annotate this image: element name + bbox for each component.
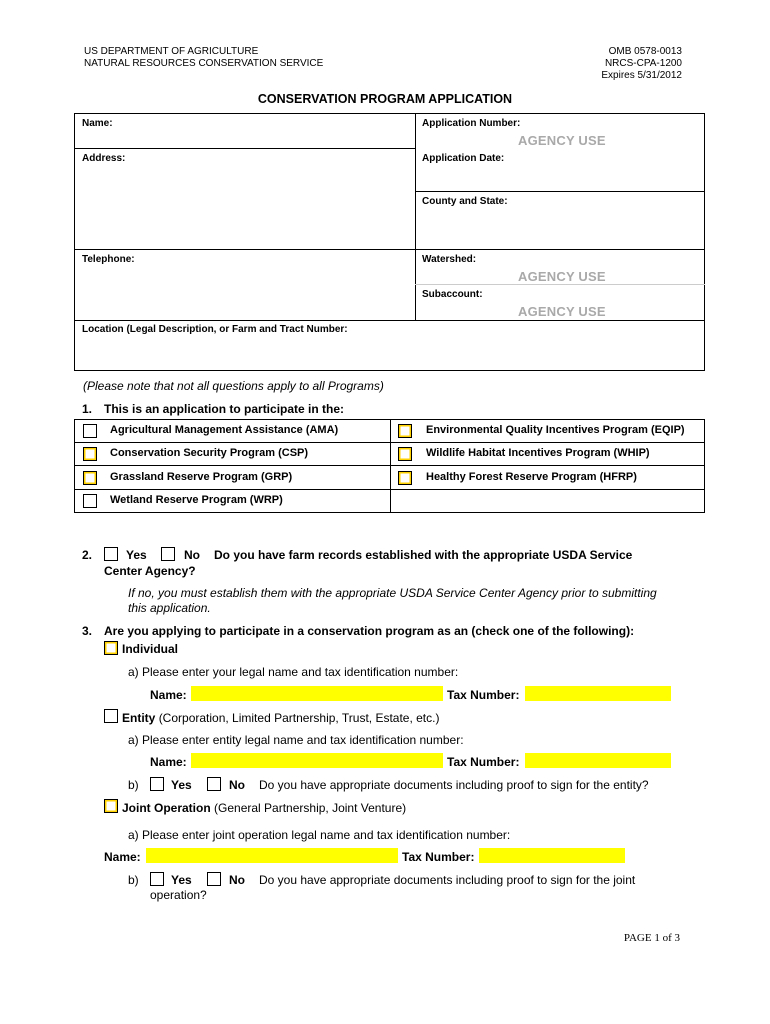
q2-yes-label: Yes: [126, 548, 147, 562]
table-divider: [415, 191, 705, 192]
agency-name-line1: US DEPARTMENT OF AGRICULTURE: [84, 46, 259, 57]
individual-name-label: Name:: [150, 688, 187, 702]
county-state-label[interactable]: County and State:: [422, 196, 508, 207]
form-title: CONSERVATION PROGRAM APPLICATION: [257, 92, 513, 106]
individual-checkbox[interactable]: [104, 641, 118, 655]
application-date-label[interactable]: Application Date:: [422, 153, 505, 164]
joint-no-checkbox[interactable]: [207, 872, 221, 886]
name-field-label[interactable]: Name:: [82, 118, 113, 129]
csp-label: Conservation Security Program (CSP): [110, 447, 309, 459]
programs-note: (Please note that not all questions apply to all Programs): [83, 379, 384, 393]
joint-operation-line: [122, 801, 406, 815]
individual-label: Individual: [122, 642, 179, 656]
table-divider: [74, 249, 416, 250]
table-divider-vertical: [415, 113, 416, 320]
entity-instruction: a) Please enter entity legal name and tax identification number:: [128, 733, 464, 747]
joint-name-input[interactable]: [146, 848, 398, 863]
entity-no-label: No: [229, 778, 245, 792]
entity-yes-label: Yes: [171, 778, 192, 792]
q2-number: 2.: [82, 548, 93, 562]
table-divider: [74, 148, 416, 149]
entity-name-label: Name:: [150, 755, 187, 769]
hfrp-checkbox[interactable]: [398, 471, 412, 485]
entity-line: [122, 711, 439, 725]
wrp-label: Wetland Reserve Program (WRP): [110, 494, 283, 506]
joint-b-question-line2: operation?: [150, 888, 207, 902]
joint-b-question-line1: Do you have appropriate documents including proof to sign for the joint: [259, 873, 636, 887]
application-number-agency-use: AGENCY USE: [518, 133, 606, 148]
individual-name-input[interactable]: [191, 686, 443, 701]
agency-name-line2: NATURAL RESOURCES CONSERVATION SERVICE: [84, 58, 324, 69]
entity-b-question: Do you have appropriate documents including proof to sign for the entity?: [259, 778, 649, 792]
watershed-label: Watershed:: [422, 254, 477, 265]
individual-instruction: a) Please enter your legal name and tax identification number:: [128, 665, 459, 679]
q2-no-checkbox[interactable]: [161, 547, 175, 561]
application-number-label: Application Number:: [422, 118, 521, 129]
page-number: PAGE 1 of 3: [623, 932, 680, 944]
joint-yes-label: Yes: [171, 873, 192, 887]
q2-question-line1: Do you have farm records established with the appropriate USDA Service: [214, 548, 633, 562]
joint-tax-input[interactable]: [479, 848, 625, 863]
eqip-checkbox[interactable]: [398, 424, 412, 438]
entity-yes-checkbox[interactable]: [150, 777, 164, 791]
entity-name-input[interactable]: [191, 753, 443, 768]
omb-number: OMB 0578-0013: [608, 46, 682, 57]
q1-number: 1.: [82, 402, 93, 416]
q2-note-line2: this application.: [128, 601, 211, 615]
subaccount-label: Subaccount:: [422, 289, 483, 300]
whip-label: Wildlife Habitat Incentives Program (WHIP): [426, 447, 650, 459]
table-divider: [74, 320, 705, 321]
location-field-label[interactable]: Location (Legal Description, or Farm and Tract Number:: [82, 324, 348, 335]
entity-description: (Corporation, Limited Partnership, Trust, Estate, etc.): [158, 711, 440, 725]
joint-b-marker: b): [128, 873, 139, 887]
q3-question: Are you applying to participate in a conservation program as an (check one of the following):: [104, 624, 635, 638]
table-divider-light: [415, 284, 705, 285]
joint-operation-description: (General Partnership, Joint Venture): [214, 801, 407, 815]
subaccount-agency-use: AGENCY USE: [518, 304, 606, 319]
ama-label: Agricultural Management Assistance (AMA): [110, 424, 339, 436]
form-number: NRCS-CPA-1200: [604, 58, 682, 69]
wrp-checkbox[interactable]: [83, 494, 97, 508]
q2-question-line2: Center Agency?: [104, 564, 196, 578]
joint-operation-checkbox[interactable]: [104, 799, 118, 813]
joint-name-label: Name:: [104, 850, 141, 864]
watershed-agency-use: AGENCY USE: [518, 269, 606, 284]
entity-no-checkbox[interactable]: [207, 777, 221, 791]
entity-checkbox[interactable]: [104, 709, 118, 723]
individual-tax-label: Tax Number:: [447, 688, 520, 702]
csp-checkbox[interactable]: [83, 447, 97, 461]
ama-checkbox[interactable]: [83, 424, 97, 438]
q2-note-line1: If no, you must establish them with the appropriate USDA Service Center Agency prior to submitting: [128, 586, 657, 600]
joint-operation-label: Joint Operation: [122, 801, 211, 815]
joint-operation-instruction: a) Please enter joint operation legal name and tax identification number:: [128, 828, 511, 842]
q3-number: 3.: [82, 624, 93, 638]
entity-b-marker: b): [128, 778, 139, 792]
telephone-field-label[interactable]: Telephone:: [82, 254, 135, 265]
address-field-label[interactable]: Address:: [82, 153, 126, 164]
joint-yes-checkbox[interactable]: [150, 872, 164, 886]
entity-tax-input[interactable]: [525, 753, 671, 768]
hfrp-label: Healthy Forest Reserve Program (HFRP): [426, 471, 637, 483]
q2-no-label: No: [184, 548, 200, 562]
grp-checkbox[interactable]: [83, 471, 97, 485]
joint-tax-label: Tax Number:: [402, 850, 475, 864]
q2-yes-checkbox[interactable]: [104, 547, 118, 561]
program-table-divider: [74, 442, 705, 443]
table-divider: [415, 249, 705, 250]
q1-question: This is an application to participate in the:: [104, 402, 345, 416]
program-table-divider: [390, 419, 391, 513]
entity-label: Entity: [122, 711, 156, 725]
whip-checkbox[interactable]: [398, 447, 412, 461]
program-table-divider: [74, 489, 705, 490]
individual-tax-input[interactable]: [525, 686, 671, 701]
eqip-label: Environmental Quality Incentives Program (EQIP): [426, 424, 685, 436]
expiration-date: Expires 5/31/2012: [601, 70, 682, 81]
entity-tax-label: Tax Number:: [447, 755, 520, 769]
grp-label: Grassland Reserve Program (GRP): [110, 471, 293, 483]
program-table-divider: [74, 465, 705, 466]
joint-no-label: No: [229, 873, 245, 887]
